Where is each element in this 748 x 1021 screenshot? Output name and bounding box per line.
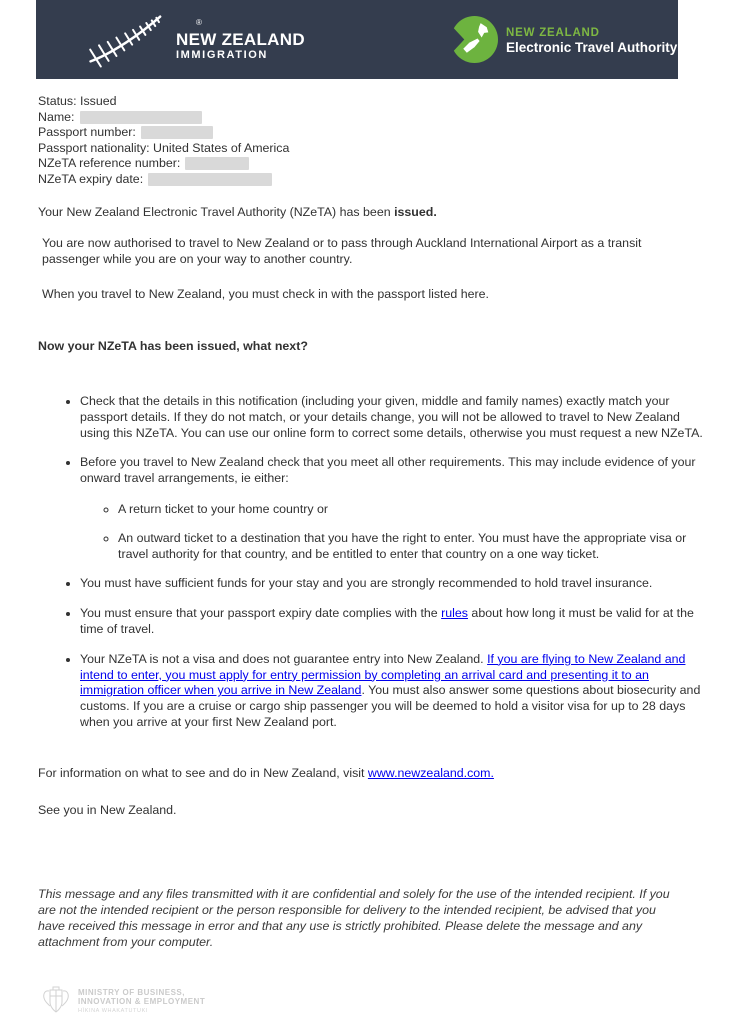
newzealand-com-link[interactable]: www.newzealand.com.: [367, 765, 494, 780]
immigration-logo-line1: NEW ZEALAND: [176, 29, 305, 49]
list-item: • Check that the details in this notification (including your given, middle and family names) exactly match your passport details. If they do not match, or your details change, you will not be allowed to travel to New Zealand using this NZeTA. You can use our online form to correct some details, otherwise you must request a new NZeTA.: [80, 394, 710, 441]
what-next-heading: Now your NZeTA has been issued, what next?: [38, 339, 308, 353]
status-row-status: Status: Issued: [38, 94, 117, 108]
next-steps-list: [38, 394, 714, 731]
nzeta-badge-icon: [451, 16, 498, 63]
list-item: • You must have sufficient funds for your stay and you are strongly recommended to hold travel insurance.: [80, 576, 710, 592]
status-block: [38, 94, 714, 187]
status-row-name: Name:: [38, 110, 714, 126]
status-row-nationality: Passport nationality: United States of America: [38, 140, 290, 155]
nzeta-logo-line2: Electronic Travel Authority: [506, 39, 678, 55]
mbie-crest-icon: [40, 986, 72, 1016]
authorised-paragraph: You are now authorised to travel to New Zealand or to pass through Auckland International Airport as a transit passenger while you are on your way to another country.: [42, 236, 642, 266]
list-item: • Your NZeTA is not a visa and does not guarantee entry into New Zealand. If you are flying to New Zealand and intend to enter, you must apply for entry permission by completing an arrival card and presenting it to an immigration officer when you arrive in New Zealand. You must also answer some questions about biosecurity and customs. If you are a cruise or cargo ship passenger you will be deemed to hold a visitor visa for up to 28 days when you arrive at your first New Zealand port.: [80, 652, 710, 731]
redacted-expiry-date: [148, 173, 272, 186]
entry-permission-link[interactable]: If you are flying to New Zealand and intend to enter, you must apply for entry permission by completing an arrival card and presenting it to an immigration officer when you arrive in New Zealand: [80, 651, 686, 698]
status-row-passport-number: Passport number:: [38, 125, 714, 141]
onward-travel-sublist: [80, 502, 710, 562]
status-row-expiry-date: NZeTA expiry date:: [38, 172, 714, 188]
redacted-name: [80, 111, 202, 124]
signoff-line: See you in New Zealand.: [38, 802, 177, 817]
mbie-text-line2: INNOVATION & EMPLOYMENT: [78, 997, 206, 1006]
mbie-text-line1: MINISTRY OF BUSINESS,: [78, 987, 185, 997]
mbie-text-line3: HĪKINA WHAKATUTUKI: [78, 1007, 148, 1014]
issued-bold: issued.: [394, 205, 437, 219]
list-item: ◦ A return ticket to your home country or: [118, 502, 710, 518]
email-body: [38, 79, 714, 950]
list-item: ◦ An outward ticket to a destination that you have the right to enter. You must have the appropriate visa or travel authority for that country, and be entitled to enter that country on a one way ticket.: [118, 531, 710, 563]
header-banner: [36, 0, 678, 79]
mbie-logo: [40, 986, 205, 1016]
list-item: • Before you travel to New Zealand check that you meet all other requirements. This may include evidence of your onward travel arrangements, ie either: ◦ A return ticket to your home country or ◦ An outward ticket to a destination that you have the right to enter. You must have the appropriate visa or travel authority for that country, and be entitled to enter that country on a one way ticket.: [80, 455, 710, 562]
tourism-info-line: For information on what to see and do in New Zealand, visit www.newzealand.com.: [38, 765, 494, 780]
redacted-passport-number: [141, 126, 213, 139]
status-row-reference-number: NZeTA reference number:: [38, 156, 714, 172]
list-item: • You must ensure that your passport expiry date complies with the rules about how long it must be valid for at the time of travel.: [80, 606, 710, 638]
rules-link[interactable]: rules: [441, 606, 468, 621]
nzeta-logo: [451, 16, 677, 63]
registered-trademark-icon: ®: [196, 18, 202, 27]
immigration-logo-line2: IMMIGRATION: [176, 48, 268, 61]
redacted-reference-number: [185, 157, 249, 170]
nzeta-logo-line1: NEW ZEALAND: [506, 26, 600, 39]
silver-fern-icon: [84, 10, 170, 68]
checkin-paragraph: When you travel to New Zealand, you must check in with the passport listed here.: [42, 287, 489, 301]
confidentiality-disclaimer: This message and any files transmitted with it are confidential and solely for the use of the intended recipient. If you are not the intended recipient or the person responsible for delivery to the intended recipient, be advised that you have received this message in error and that any use is strictly prohibited. Please delete the message and any attachment from your computer.: [38, 886, 670, 949]
immigration-logo: [84, 10, 305, 68]
issued-statement: Your New Zealand Electronic Travel Authority (NZeTA) has been issued.: [38, 205, 437, 219]
